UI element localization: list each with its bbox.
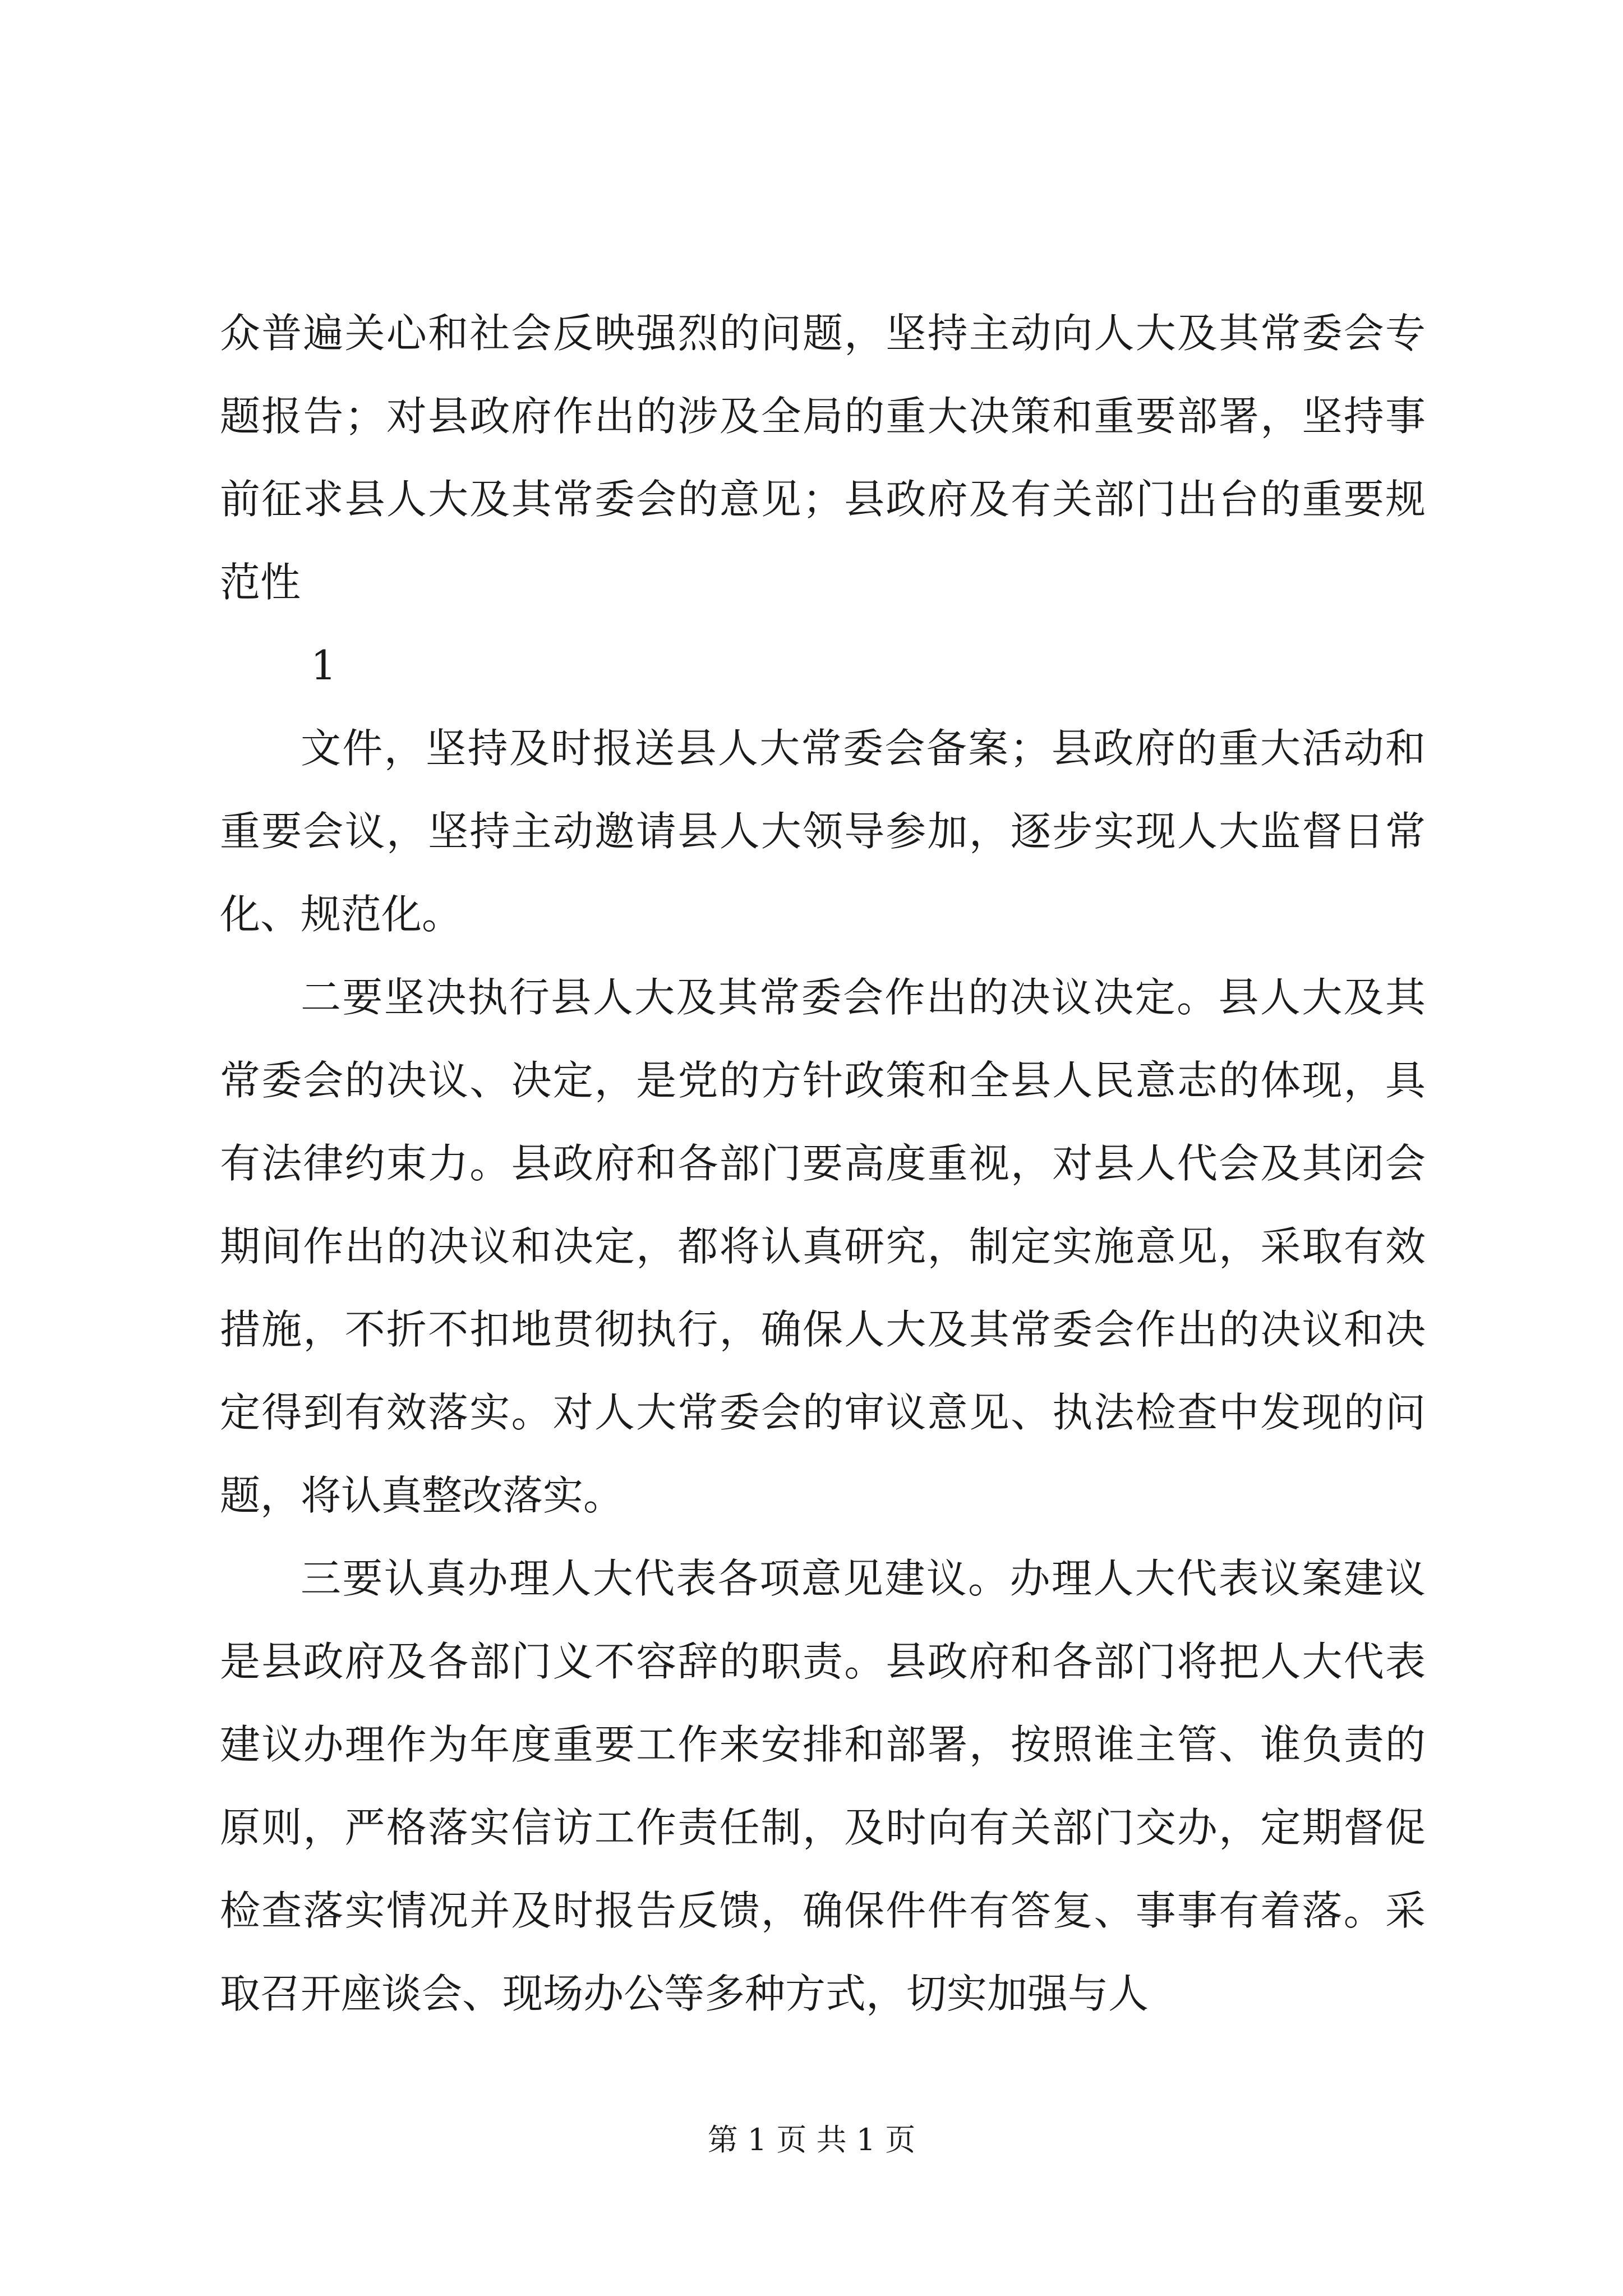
paragraph-3: 二要坚决执行县人大及其常委会作出的决议决定。县人大及其常委会的决议、决定，是党的方针政策和全县人民意志的体现，具有法律约束力。县政府和各部门要高度重视，对县人代会及其闭会期间作出的决议和决定，都将认真研究，制定实施意见，采取有效措施，不折不扣地贯彻执行，确保人大及其常委会作出的决议和决定得到有效落实。对人大常委会的审议意见、执法检查中发现的问题，将认真整改落实。 [220, 974, 1426, 1519]
inline-page-marker: 1 [311, 642, 336, 689]
paragraph-1: 众普遍关心和社会反映强烈的问题，坚持主动向人大及其常委会专题报告；对县政府作出的涉及全局的重大决策和重要部署，坚持事前征求县人大及其常委会的意见；县政府及有关部门出台的重要规范性 [220, 310, 1426, 606]
paragraph-4: 三要认真办理人大代表各项意见建议。办理人大代表议案建议是县政府及各部门义不容辞的职责。县政府和各部门将把人大代表建议办理作为年度重要工作来安排和部署，按照谁主管、谁负责的原则，严格落实信访工作责任制，及时向有关部门交办，定期督促检查落实情况并及时报告反馈，确保件件有答复、事事有着落。采取召开座谈会、现场办公等多种方式，切实加强与人 [220, 1555, 1426, 2017]
document-body [220, 292, 1426, 2035]
page-footer: 第 1 页 共 1 页 [707, 2122, 916, 2157]
paragraph-2: 文件，坚持及时报送县人大常委会备案；县政府的重大活动和重要会议，坚持主动邀请县人大领导参加，逐步实现人大监督日常化、规范化。 [220, 725, 1426, 938]
